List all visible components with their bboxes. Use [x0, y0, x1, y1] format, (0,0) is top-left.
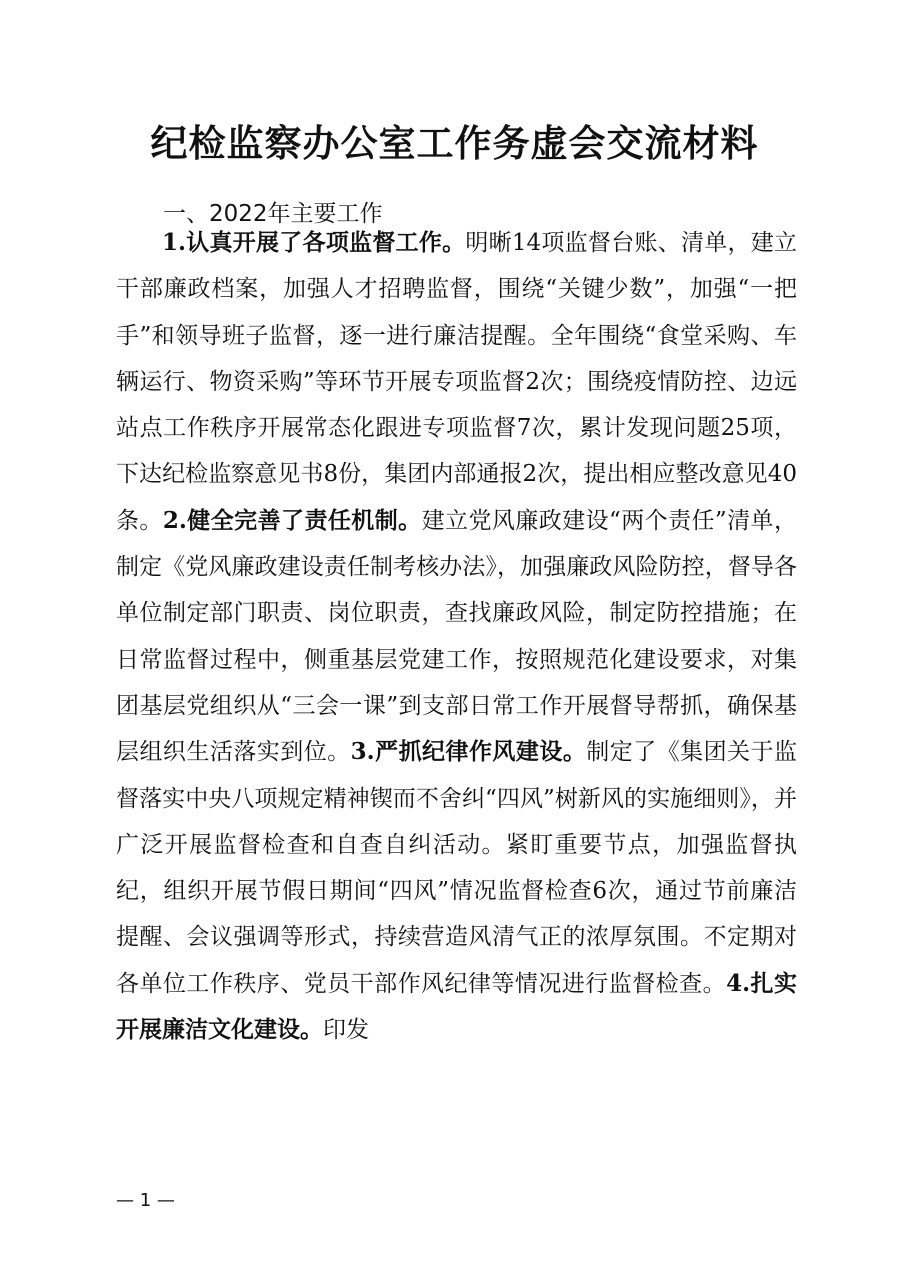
item-3-text: 制定了《集团关于监督落实中央八项规定精神锲而不舍纠“四风”树新风的实施细则》，并广泛开展监督检查和自查自纠活动。紧盯重要节点，加强监督执纪，组织开展节假日期间“四风”情况监督检查6次，通过节前廉洁提醒、会议强调等形式，持续营造风清气正的浓厚氛围。不定期对各单位工作秩序、党员干部作风纪律等情况进行监督检查。: [116, 739, 798, 997]
item-2-heading: 2.健全完善了责任机制。: [162, 506, 422, 534]
item-4-text: 印发: [323, 1017, 369, 1044]
item-1-text: 明晰14项监督台账、清单，建立干部廉政档案，加强人才招聘监督，围绕“关键少数”，加强“一把手”和领导班子监督，逐一进行廉洁提醒。全年围绕“食堂采购、车辆运行、物资采购”等环节开展专项监督2次；围绕疫情防控、边远站点工作秩序开展常态化跟进专项监督7次，累计发现问题25项，下达纪检监察意见书8份，集团内部通报2次，提出相应整改意见40条。: [116, 230, 797, 534]
document-title: 纪检监察办公室工作务虚会交流材料: [150, 121, 759, 165]
item-2-text: 建立党风廉政建设“两个责任”清单，制定《党风廉政建设责任制考核办法》，加强廉政风险防控，督导各单位制定部门职责、岗位职责，查找廉政风险，制定防控措施；在日常监督过程中，侧重基层党建工作，按照规范化建设要求，对集团基层党组织从“三会一课”到支部日常工作开展督导帮抓，确保基层组织生活落实到位。: [116, 507, 797, 766]
body-paragraph: [116, 220, 797, 1053]
page-number: — 1 —: [116, 1190, 175, 1211]
item-3-heading: 3.严抓纪律作风建设。: [350, 738, 587, 766]
section-heading: 一、2022年主要工作: [163, 201, 383, 227]
item-1-heading: 1.认真开展了各项监督工作。: [162, 229, 466, 256]
item-4-heading: 4.扎实开展廉洁文化建设。: [116, 969, 798, 1044]
